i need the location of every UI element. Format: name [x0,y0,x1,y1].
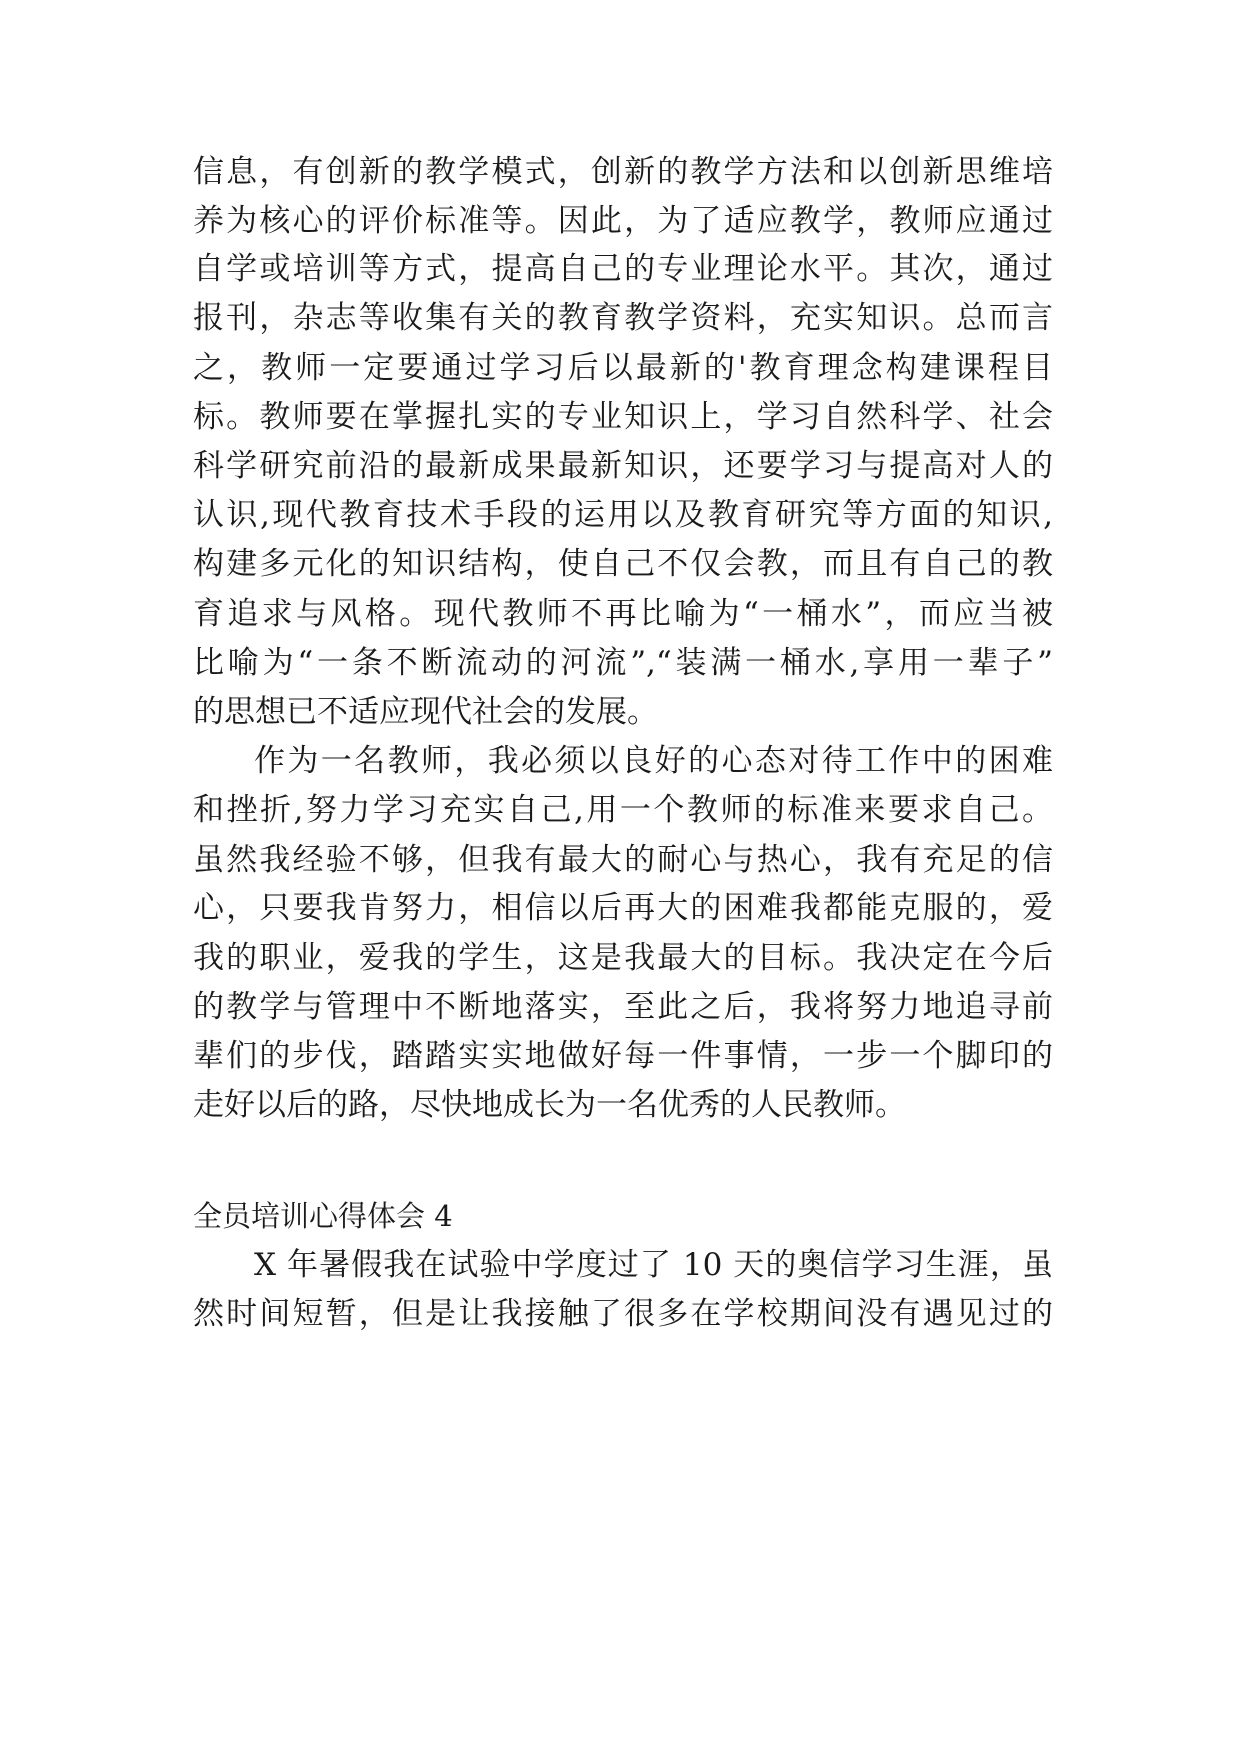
text-line: X 年暑假我在试验中学度过了 10 天的奥信学习生涯，虽 [254,1247,1053,1283]
section-heading: 全员培训心得体会 4 [193,1199,453,1233]
text-line: 自学或培训等方式，提高自己的专业理论水平。其次，通过 [193,251,1053,287]
text-line: 构建多元化的知识结构，使自己不仅会教，而且有自己的教 [193,546,1053,582]
text-line: 的思想已不适应现代社会的发展。 [193,694,658,730]
text-line: 报刊，杂志等收集有关的教育教学资料，充实知识。总而言 [193,300,1053,336]
text-line: 信息，有创新的教学模式，创新的教学方法和以创新思维培 [193,154,1053,190]
text-line: 比喻为“一条不断流动的河流”,“装满一桶水,享用一辈子” [193,645,1053,681]
text-line: 走好以后的路，尽快地成长为一名优秀的人民教师。 [193,1087,906,1123]
text-line: 之，教师一定要通过学习后以最新的'教育理念构建课程目 [193,350,1053,386]
text-line: 然时间短暂，但是让我接触了很多在学校期间没有遇见过的 [193,1296,1053,1332]
text-line: 我的职业，爱我的学生，这是我最大的目标。我决定在今后 [193,940,1053,976]
text-line: 认识,现代教育技术手段的运用以及教育研究等方面的知识, [193,497,1053,533]
text-line: 养为核心的评价标准等。因此，为了适应教学，教师应通过 [193,203,1053,239]
text-line: 标。教师要在掌握扎实的专业知识上，学习自然科学、社会 [193,399,1053,435]
text-line: 科学研究前沿的最新成果最新知识，还要学习与提高对人的 [193,448,1053,484]
text-line: 辈们的步伐，踏踏实实地做好每一件事情，一步一个脚印的 [193,1038,1053,1074]
text-line: 育追求与风格。现代教师不再比喻为“一桶水”，而应当被 [193,596,1053,632]
text-line: 的教学与管理中不断地落实，至此之后，我将努力地追寻前 [193,989,1053,1025]
text-line: 虽然我经验不够，但我有最大的耐心与热心，我有充足的信 [193,842,1053,878]
text-line: 作为一名教师，我必须以良好的心态对待工作中的困难 [254,743,1053,779]
text-line: 和挫折,努力学习充实自己,用一个教师的标准来要求自己。 [193,792,1053,828]
text-line: 心，只要我肯努力，相信以后再大的困难我都能克服的，爱 [193,890,1053,926]
